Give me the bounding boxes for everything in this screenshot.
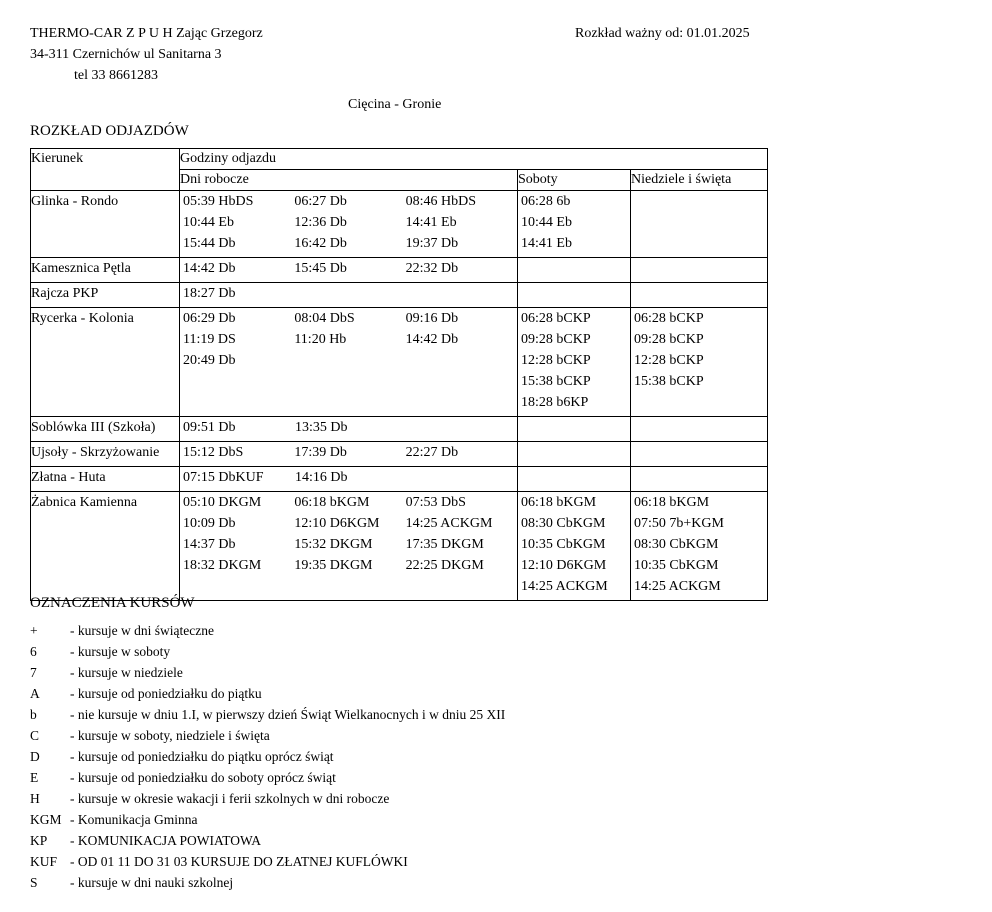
table-row — [31, 442, 768, 467]
header-direction: Kierunek — [31, 149, 180, 191]
departure-time: 18:27 Db — [183, 286, 236, 301]
table-row — [31, 417, 768, 442]
legend-text: - OD 01 11 DO 31 03 KURSUJE DO ZŁATNEJ KUFLÓWKI — [70, 854, 408, 869]
departure-time: 12:10 D6KGM — [294, 516, 380, 531]
departure-time: 10:44 Eb — [521, 215, 572, 230]
workdays-cell — [180, 283, 518, 308]
legend-text: - kursuje w dni świąteczne — [70, 623, 214, 638]
departure-time: 14:25 ACKGM — [405, 516, 493, 531]
table-row — [31, 258, 768, 283]
legend-item — [30, 813, 197, 834]
legend-code: 6 — [30, 644, 37, 659]
sundays-cell — [631, 417, 768, 442]
departure-table — [30, 148, 768, 601]
legend-text: - kursuje od poniedziałku do piątku oprócz świąt — [70, 749, 334, 764]
legend-item — [30, 645, 170, 666]
workdays-cell — [180, 467, 518, 492]
departure-time: 22:27 Db — [405, 445, 459, 460]
workdays-cell — [180, 191, 518, 258]
header-departures: Godziny odjazdu — [180, 149, 768, 170]
departure-time: 06:18 bKGM — [521, 495, 597, 510]
legend-text: - KOMUNIKACJA POWIATOWA — [70, 833, 261, 848]
legend-code: 7 — [30, 665, 37, 680]
departure-time: 05:39 HbDS — [183, 194, 254, 209]
departure-time: 22:32 Db — [405, 261, 459, 276]
departure-time: 13:35 Db — [295, 420, 348, 435]
departure-time: 09:28 bCKP — [634, 332, 704, 347]
company-phone: tel 33 8661283 — [74, 68, 158, 83]
legend-item — [30, 687, 262, 708]
departure-time: 06:28 bCKP — [634, 311, 704, 326]
saturdays-cell — [518, 492, 631, 601]
sundays-cell — [631, 492, 768, 601]
legend-text: - nie kursuje w dniu 1.I, w pierwszy dzień Świąt Wielkanocnych i w dniu 25 XII — [70, 707, 506, 722]
sundays-cell — [631, 467, 768, 492]
departure-time: 17:39 Db — [294, 445, 347, 460]
departure-time: 15:45 Db — [294, 261, 347, 276]
departure-time: 19:35 DKGM — [294, 558, 373, 573]
legend-code: E — [30, 770, 39, 785]
table-row — [31, 492, 768, 601]
saturdays-cell — [518, 258, 631, 283]
valid-from-date: Rozkład ważny od: 01.01.2025 — [575, 26, 750, 41]
saturdays-cell — [518, 191, 631, 258]
departure-time: 16:42 Db — [294, 236, 347, 251]
legend-item — [30, 666, 183, 687]
section-title: ROZKŁAD ODJAZDÓW — [30, 123, 189, 139]
legend-code: + — [30, 623, 38, 638]
legend-item — [30, 792, 389, 813]
workdays-cell — [180, 492, 518, 601]
departure-time: 18:28 b6KP — [521, 395, 589, 410]
departure-time: 09:51 Db — [183, 420, 236, 435]
departure-time: 06:29 Db — [183, 311, 236, 326]
departure-time: 12:36 Db — [294, 215, 347, 230]
departure-time: 15:44 Db — [183, 236, 236, 251]
departure-time: 10:09 Db — [183, 516, 236, 531]
departure-time: 11:19 DS — [183, 332, 236, 347]
legend-text: - kursuje w dni nauki szkolnej — [70, 875, 234, 890]
legend-text: - kursuje od poniedziałku do piątku — [70, 686, 262, 701]
departure-time: 08:04 DbS — [294, 311, 355, 326]
departure-time: 07:50 7b+KGM — [634, 516, 724, 531]
header-sundays: Niedziele i święta — [631, 170, 768, 191]
departure-time: 12:28 bCKP — [634, 353, 704, 368]
legend-code: H — [30, 791, 40, 806]
company-address: 34-311 Czernichów ul Sanitarna 3 — [30, 47, 222, 62]
departure-time: 12:10 D6KGM — [521, 558, 607, 573]
saturdays-cell — [518, 283, 631, 308]
departure-time: 15:38 bCKP — [521, 374, 591, 389]
table-row — [31, 283, 768, 308]
direction-cell — [31, 442, 180, 467]
legend-code: KUF — [30, 854, 58, 869]
departure-time: 14:41 Eb — [521, 236, 572, 251]
direction-cell — [31, 417, 180, 442]
departure-time: 17:35 DKGM — [405, 537, 484, 552]
departure-time: 14:25 ACKGM — [634, 579, 721, 594]
table-row — [31, 191, 768, 258]
legend-item — [30, 729, 270, 750]
saturdays-cell — [518, 417, 631, 442]
workdays-cell — [180, 442, 518, 467]
departure-time: 14:37 Db — [183, 537, 236, 552]
direction-cell — [31, 283, 180, 308]
departure-time: 09:28 bCKP — [521, 332, 591, 347]
workdays-cell — [180, 417, 518, 442]
sundays-cell — [631, 191, 768, 258]
legend-text: - Komunikacja Gminna — [70, 812, 198, 827]
workdays-cell — [180, 258, 518, 283]
header-saturdays: Soboty — [518, 170, 631, 191]
departure-time: 07:53 DbS — [405, 495, 466, 510]
route-name: Cięcina - Gronie — [348, 97, 442, 112]
table-row — [31, 467, 768, 492]
legend-item — [30, 855, 408, 876]
table-body — [31, 191, 768, 601]
departure-time: 15:32 DKGM — [294, 537, 373, 552]
departure-time: 08:30 CbKGM — [521, 516, 606, 531]
legend-item — [30, 834, 261, 855]
direction-label: Złatna - Huta — [31, 470, 106, 485]
legend-item — [30, 771, 336, 792]
departure-time: 06:18 bKGM — [294, 495, 370, 510]
departure-time: 12:28 bCKP — [521, 353, 591, 368]
saturdays-cell — [518, 308, 631, 417]
direction-label: Soblówka III (Szkoła) — [31, 420, 156, 435]
departure-time: 08:30 CbKGM — [634, 537, 719, 552]
sundays-cell — [631, 258, 768, 283]
departure-time: 05:10 DKGM — [183, 495, 262, 510]
direction-cell — [31, 467, 180, 492]
departure-time: 10:44 Eb — [183, 215, 234, 230]
legend-text: - kursuje od poniedziałku do soboty oprócz świąt — [70, 770, 336, 785]
legend-item — [30, 876, 233, 897]
saturdays-cell — [518, 467, 631, 492]
legend-item — [30, 750, 334, 771]
departure-time: 10:35 CbKGM — [521, 537, 606, 552]
direction-label: Rycerka - Kolonia — [31, 311, 134, 326]
legend-code: KP — [30, 833, 48, 848]
legend-code: KGM — [30, 812, 62, 827]
legend-code: b — [30, 707, 37, 722]
departure-time: 06:27 Db — [294, 194, 347, 209]
legend-code: A — [30, 686, 40, 701]
legend-code: C — [30, 728, 40, 743]
direction-cell — [31, 258, 180, 283]
legend-item — [30, 624, 214, 645]
departure-time: 08:46 HbDS — [405, 194, 477, 209]
direction-label: Glinka - Rondo — [31, 194, 119, 209]
direction-cell — [31, 191, 180, 258]
departure-time: 14:16 Db — [295, 470, 348, 485]
sundays-cell — [631, 442, 768, 467]
departure-time: 09:16 Db — [405, 311, 459, 326]
departure-time: 14:42 Db — [405, 332, 459, 347]
direction-label: Kamesznica Pętla — [31, 261, 131, 276]
sundays-cell — [631, 308, 768, 417]
direction-cell — [31, 492, 180, 601]
departure-time: 14:41 Eb — [405, 215, 457, 230]
departure-time: 06:28 6b — [521, 194, 571, 209]
legend-item — [30, 708, 505, 729]
departure-time: 14:42 Db — [183, 261, 236, 276]
legend-code: S — [30, 875, 38, 890]
legend-text: - kursuje w niedziele — [70, 665, 183, 680]
departure-time: 19:37 Db — [405, 236, 459, 251]
departure-time: 06:28 bCKP — [521, 311, 591, 326]
sundays-cell — [631, 283, 768, 308]
legend-code: D — [30, 749, 40, 764]
saturdays-cell — [518, 442, 631, 467]
table-row — [31, 308, 768, 417]
departure-time: 15:38 bCKP — [634, 374, 704, 389]
departure-time: 10:35 CbKGM — [634, 558, 719, 573]
departure-time: 20:49 Db — [183, 353, 236, 368]
header-workdays: Dni robocze — [180, 170, 518, 191]
direction-label: Żabnica Kamienna — [31, 495, 138, 510]
departure-time: 15:12 DbS — [183, 445, 244, 460]
legend-text: - kursuje w okresie wakacji i ferii szkolnych w dni robocze — [70, 791, 390, 806]
departure-time: 11:20 Hb — [294, 332, 347, 347]
legend-text: - kursuje w soboty — [70, 644, 171, 659]
legend-text: - kursuje w soboty, niedziele i święta — [70, 728, 270, 743]
company-name: THERMO-CAR Z P U H Zając Grzegorz — [30, 26, 263, 41]
departure-time: 14:25 ACKGM — [521, 579, 608, 594]
direction-label: Rajcza PKP — [31, 286, 99, 301]
direction-cell — [31, 308, 180, 417]
departure-time: 18:32 DKGM — [183, 558, 262, 573]
departure-time: 06:18 bKGM — [634, 495, 710, 510]
workdays-cell — [180, 308, 518, 417]
direction-label: Ujsoły - Skrzyżowanie — [31, 445, 160, 460]
legend-title: OZNACZENIA KURSÓW — [30, 595, 195, 611]
departure-time: 07:15 DbKUF — [183, 470, 264, 485]
departure-time: 22:25 DKGM — [405, 558, 484, 573]
